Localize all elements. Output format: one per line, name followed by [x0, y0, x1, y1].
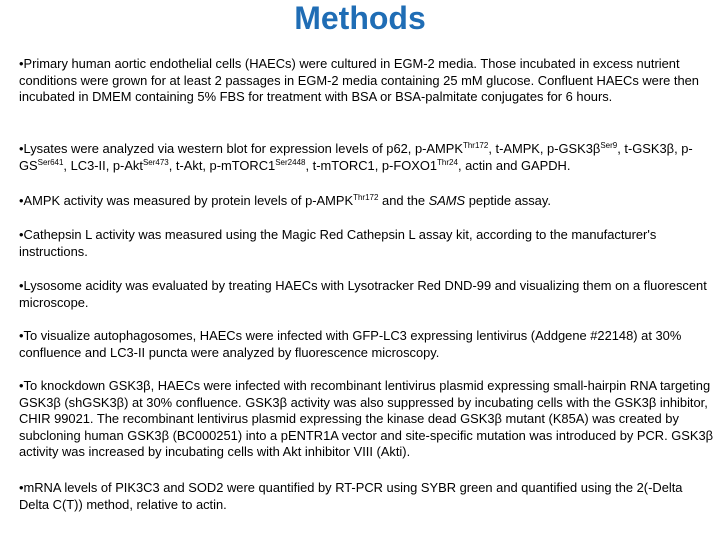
page-title: Methods [294, 0, 426, 36]
text-segment: •AMPK activity was measured by protein levels of p-AMPK [19, 193, 354, 208]
superscript: Thr172 [462, 141, 489, 150]
text-segment: , LC3-II, p-Akt [63, 157, 143, 173]
paragraph-cathepsin: •Cathepsin L activity was measured using the Magic Red Cathepsin L assay kit, according to the manufacturer's instructions. [19, 227, 657, 259]
text-segment: , t-GSK3β, p-GS [19, 141, 693, 173]
text-segment: peptide assay. [465, 193, 551, 208]
text-segment: , t-Akt, p-mTORC1 [168, 157, 276, 173]
paragraph-western-blot [19, 141, 715, 174]
superscript: Ser9 [600, 141, 618, 150]
text-segment: , t-AMPK, p-GSK3β [488, 141, 601, 156]
italic-text: SAMS [428, 193, 466, 208]
superscript: Ser473 [142, 157, 169, 167]
paragraph-gsk3b: •To knockdown GSK3β, HAECs were infected with recombinant lentivirus plasmid expressing small-hairpin RNA targeting GSK3β (shGSK3β) at 30% confluence. GSK3β activity was also suppressed by incubating cells with the GSK3β inhibitor, CHIR 99021. The recombinant lentivirus plasmid expressing the kinase dead GSK3β mutant (K85A) was created by subcloning human GSK3β (BC000251) into a pENTR1A vector and site-specific mutation was introduced by PCR. GSK3β activity was increased by incubating cells with Akt inhibitor VIII (Akti). [19, 378, 714, 460]
superscript: Ser2448 [275, 157, 306, 167]
superscript: Thr172 [353, 193, 379, 202]
paragraph-autophagosomes: •To visualize autophagosomes, HAECs were infected with GFP-LC3 expressing lentivirus (Addgene #22148) at 30% confluence and LC3-II puncta were analyzed by fluorescence microscopy. [19, 328, 682, 360]
paragraph-lysosome: •Lysosome acidity was evaluated by treating HAECs with Lysotracker Red DND-99 and visualizing them on a fluorescent microscope. [19, 278, 707, 310]
paragraph-ampk-activity [19, 193, 715, 210]
text-segment: and the [378, 193, 429, 208]
paragraph-cell-culture: •Primary human aortic endothelial cells (HAECs) were cultured in EGM-2 media. Those incubated in excess nutrient conditions were grown for at least 2 passages in EGM-2 media containing 25 mM glucose. Confluent HAECs were then incubated in DMEM containing 5% FBS for treatment with BSA or BSA-palmitate conjugates for 6 hours. [19, 56, 699, 105]
superscript: Ser641 [37, 157, 64, 167]
text-segment: •Lysates were analyzed via western blot for expression levels of p62, p-AMPK [19, 141, 463, 156]
text-segment: , t-mTORC1, p-FOXO1 [305, 157, 438, 173]
superscript: Thr24 [437, 157, 458, 167]
text-segment: , actin and GAPDH. [457, 157, 571, 173]
paragraph-mrna: •mRNA levels of PIK3C3 and SOD2 were quantified by RT-PCR using SYBR green and quantified using the 2(-Delta Delta C(T)) method, relative to actin. [19, 480, 683, 512]
